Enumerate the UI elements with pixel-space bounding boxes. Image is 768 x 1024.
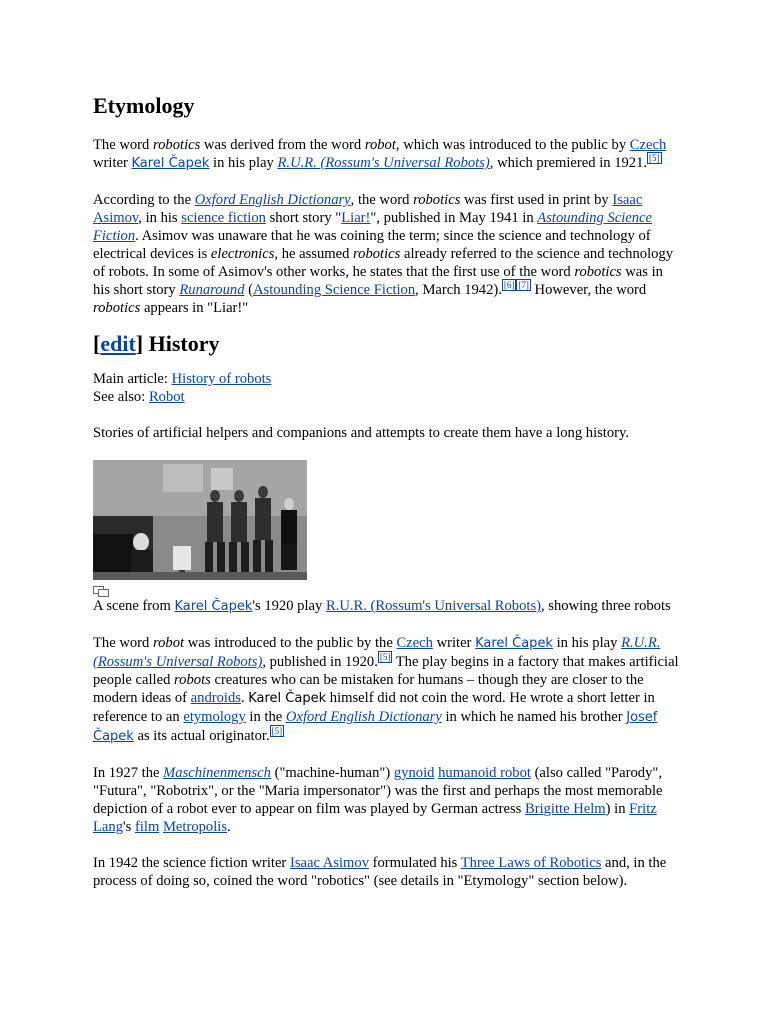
history-paragraph-robot-word [93, 634, 683, 746]
bracket: ] [135, 331, 144, 356]
reference-5 [378, 651, 393, 663]
figure [93, 460, 683, 616]
link-czech[interactable]: Czech [629, 137, 667, 153]
text: , he assumed [274, 246, 354, 262]
reference-link[interactable]: [5] [379, 652, 391, 662]
text: in his play [552, 635, 622, 651]
text: A scene from [93, 598, 175, 614]
etymology-paragraph-2 [93, 191, 683, 317]
link-isaac-asimov[interactable]: Isaac Asimov [289, 855, 369, 871]
link-runaround[interactable]: Runaround [179, 282, 245, 298]
text: According to the [93, 192, 195, 208]
rur-play-photo[interactable] [93, 460, 307, 580]
reference-5 [270, 725, 285, 737]
text: See also: [93, 389, 149, 405]
text: ", published in May 1941 in [370, 210, 538, 226]
text: , showing three robots [541, 598, 671, 614]
link-czech[interactable]: Czech [396, 635, 433, 651]
history-paragraph-1927 [93, 764, 683, 836]
link-three-laws-of-robotics[interactable]: Three Laws of Robotics [460, 855, 602, 871]
text: was first used in print by [460, 192, 613, 208]
text: was derived from the word [200, 137, 365, 153]
text: in his play [209, 155, 278, 171]
text: The word [93, 137, 153, 153]
article-body [93, 92, 683, 890]
italic-term: robotics [413, 192, 461, 208]
photo-illustration [93, 460, 307, 580]
text: already referred to the science and technology of robots. In some of Asimov's other works, he states that the first use of the word [93, 246, 674, 280]
text: himself did not coin the word. He wrote a short letter in reference to an [93, 690, 655, 725]
link-maschinenmensch[interactable]: Maschinenmensch [163, 765, 271, 781]
link-oxford-english-dictionary[interactable]: Oxford English Dictionary [194, 192, 351, 208]
text: appears in "Liar!" [140, 300, 249, 316]
etymology-paragraph-1 [93, 136, 683, 173]
text: , in his [138, 210, 182, 226]
bracket: [ [93, 331, 101, 356]
text: in the [245, 709, 286, 725]
italic-term: electronics [210, 246, 275, 262]
link-josef-capek[interactable]: Josef Čapek [93, 710, 658, 744]
reference-5 [647, 152, 662, 164]
link-history-of-robots[interactable]: History of robots [171, 371, 272, 387]
text: The play begins in a factory that makes artificial people called [93, 654, 679, 688]
reference-link[interactable]: [7] [518, 280, 529, 290]
text: . Asimov was unaware that he was coining the term; since the science and technology of electrical devices is [93, 228, 651, 262]
link-brigitte-helm[interactable]: Brigitte Helm [524, 801, 606, 817]
text: as its actual originator. [133, 728, 270, 744]
text: creatures who can be mistaken for humans – though they are closer to the modern ideas of [93, 672, 644, 706]
text: However, the word [530, 282, 647, 298]
magnify-icon[interactable] [93, 586, 109, 597]
link-fritz-lang[interactable]: Fritz Lang [93, 801, 657, 835]
link-science-fiction[interactable]: science fiction [181, 210, 266, 226]
link-rur[interactable]: R.U.R. (Rossum's Universal Robots) [93, 635, 661, 670]
link-robot[interactable]: Robot [148, 389, 185, 405]
link-astounding-science-fiction-2[interactable]: Astounding Science Fiction [253, 282, 416, 298]
text: Main article: [93, 371, 172, 387]
see-also-line [93, 388, 683, 406]
text: , the word [350, 192, 414, 208]
text: ( [244, 282, 254, 298]
text: , published in 1920. [262, 654, 378, 670]
link-etymology[interactable]: etymology [183, 709, 246, 725]
text: formulated his [369, 855, 461, 871]
link-androids[interactable]: androids [190, 690, 241, 706]
link-isaac-asimov[interactable]: Isaac Asimov [93, 192, 643, 226]
text: in which he named his brother [441, 709, 627, 725]
edit-link[interactable]: edit [100, 331, 136, 356]
reference-link[interactable]: [5] [649, 153, 660, 163]
link-liar[interactable]: Liar! [341, 210, 371, 226]
text: 's [123, 819, 135, 835]
text: 's 1920 play [252, 598, 326, 614]
text: ("machine-human") [270, 765, 394, 781]
link-rur[interactable]: R.U.R. (Rossum's Universal Robots) [277, 155, 490, 171]
italic-term: robotics [152, 137, 201, 153]
italic-term: robotics [93, 300, 141, 316]
text: . [227, 819, 231, 835]
link-metropolis[interactable]: Metropolis [162, 819, 228, 835]
reference-7 [516, 279, 531, 291]
etymology-heading: Etymology [93, 93, 195, 118]
link-gynoid[interactable]: gynoid [393, 765, 435, 781]
link-karel-capek[interactable]: Karel Čapek [131, 156, 210, 171]
main-article-line [93, 370, 683, 388]
italic-term: robot [152, 635, 185, 651]
text: and, in the process of doing so, coined the word "robotics" (see details in "Etymology" section below). [93, 855, 667, 889]
text: was in his short story [93, 264, 663, 298]
text: was introduced to the public by the [184, 635, 397, 651]
text: writer [432, 635, 476, 651]
reference-link[interactable]: [6] [503, 280, 515, 290]
history-title: History [143, 331, 220, 356]
text: short story " [265, 210, 342, 226]
text: ) in [605, 801, 630, 817]
link-humanoid-robot[interactable]: humanoid robot [438, 765, 531, 781]
link-rur[interactable]: R.U.R. (Rossum's Universal Robots) [325, 598, 541, 614]
text: . [240, 690, 249, 706]
text: writer [93, 155, 132, 171]
link-karel-capek[interactable]: Karel Čapek [174, 599, 253, 614]
link-karel-capek[interactable]: Karel Čapek [475, 636, 553, 651]
figure-caption [93, 597, 683, 616]
history-heading [93, 330, 683, 358]
reference-6 [502, 279, 517, 291]
text: , March 1942). [415, 282, 502, 298]
italic-term: robots [174, 672, 211, 688]
italic-term: robotics [353, 246, 401, 262]
history-intro: Stories of artificial helpers and companions and attempts to create them have a long history. [93, 425, 630, 441]
text: Karel Čapek [248, 691, 327, 706]
text: In 1927 the [93, 765, 164, 781]
link-oxford-english-dictionary[interactable]: Oxford English Dictionary [285, 709, 442, 725]
italic-term: robotics [574, 264, 622, 280]
link-astounding-science-fiction[interactable]: Astounding Science Fiction [93, 210, 652, 244]
text: In 1942 the science fiction writer [93, 855, 290, 871]
link-film[interactable]: film [134, 819, 160, 835]
history-paragraph-1942 [93, 854, 683, 890]
text: , which was introduced to the public by [395, 137, 630, 153]
italic-term: robot [364, 137, 396, 153]
text: (also called "Parody", "Futura", "Robotrix", or the "Maria impersonator") was the first and perhaps the most memorable depiction of a robot ever to appear on film was played by German actress [93, 765, 663, 817]
reference-link[interactable]: [5] [271, 726, 283, 736]
text: The word [93, 635, 153, 651]
text: , which premiered in 1921. [489, 155, 648, 171]
